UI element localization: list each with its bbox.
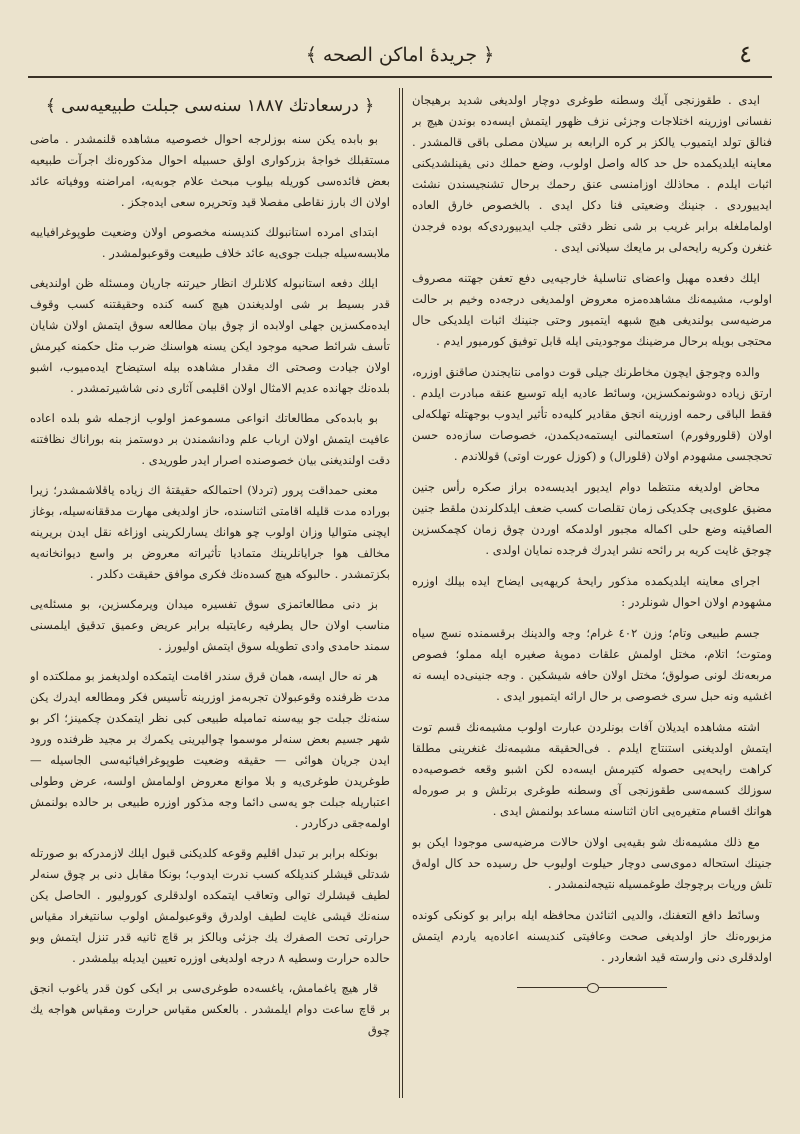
article-paragraph: اشته مشاهده ایدیلان آفات بونلردن عبارت اولوب مشیمه‌نك قسم توت ایتمش اولدیغنی استنتاج ایلدم . فی‌الحقیقه مشیمه‌نك غنغرینی مطلقا کراهت رایحه‌یی حصوله کتیرمش ایسه‌ده لکن اشبو وقعه خصوصیه‌ده سوزلك کسمه‌سی طقوزنجی آی وسطنه طوغری برتلش و بر صوره‌له هوانك اقسام متغیره‌یی اتان اثناسنه مساعد بولنمش ایدی . (412, 720, 772, 818)
article-paragraph: محاض اولدیغه منتظما دوام ایدیور ایدیسه‌ده براز صکره رأس جنین مضیق علوی‌یی چکدیکی زمان تقلصات کسب ضعف ایلدکلرندن ملقط جنین الصاقینه وضع حلی اکماله مجبور اولدمکه اوردن چوق زمان کچمکسزین چوجق غایت کریه بر رائحه نشر ایدرك فرجده نمایان اولدی . (412, 480, 772, 557)
article-paragraph: اجرای معاینه ایلدیکمده مذکور رایحۀ کریهه‌یی ایضاح ایده بیلك اوزره مشهودم اولان احوال شونلردر : (412, 574, 772, 609)
article-paragraph: مع ذلك مشیمه‌نك شو بقیه‌یی اولان حالات مرضیه‌سی موجودا ایکن بو جنینك استحاله دموی‌سی دوچار حیلوت اولیوب حل رسیده حد کال اوله‌ق تلش وریات برچوجك طوغمسیله نتیجه‌لنمشدر . (412, 835, 772, 891)
newspaper-title: ﴿ جريدۀ اماکن الصحه ﴾ (305, 44, 495, 66)
page-header (28, 40, 772, 78)
section-title: ﴿ درسعادتك ١٨٨٧ سنه‌سی جبلت طبیعیه‌سی ﴾ (45, 96, 375, 116)
article-paragraph: بو بابده یکن سنه بوزلرجه احوال خصوصیه مشاهده قلنمشدر . ماضی مستقبلك خواجۀ بزرکواری اولق حسبیله احوال مذکوره‌نك اجرآت طبیعیه بعض فائده‌سی کوریله بیلوب مبحث علام جوبه‌یه، امراضنه ووفیاته عائد اولان اك بارز نقاطی مفصلا قید وتحریره سعی ایده‌جکز . (30, 132, 390, 209)
article-paragraph: والده وچوجق ایچون مخاطرنك جیلی قوت دوامی نتایجندن صاقنق اوزره، ارتق زیاده دوشونمکسزین، وسائط عادیه ایله توسیع عنقه مبادرت ایلدم . فقط الباقی رحمه اوزرینه انجق مقادیر کلیه‌ده تأثیر ایدوب بوجهتله تهلکه‌لی اولان (قلوروفورم) استعمالنی ایستمه‌دیکمدن، خصوصات سازه‌ده حسن تحججسی مشهودم اولان (قلورال) و (کوزل عورت اوتی) قوللاندم . (412, 365, 772, 463)
page-number: ٤ (739, 40, 752, 68)
left-column (30, 90, 390, 1100)
column-divider (399, 88, 400, 1098)
article-paragraph: وسائط دافع التعفنك، والدیی اثنائدن محافظه ایله برابر بو کونکی کونده مزبوره‌نك حاز اولدیغی صحت وعافیتی کندیسنه اعاده‌یه یاردم ایتمش اولدقلری دنی وارسته قید اشعاردر . (412, 908, 772, 964)
article-paragraph: ایلك دفعده مهبل واعضای تناسلیۀ خارجیه‌یی دفع تعفن جهتنه مصروف اولوب، مشیمه‌نك مشاهده‌مزه معروض اولمدیغی درجه‌ده وخیم بر حالت مرضیه‌سی بولندیغی هیچ شبهه ایتمیور وحتی جنینك اثبات ایلدیکی حال محتجی بویله برحال مرضینك موجودیتی ایله قابل توفیق کورمیور ایدم . (412, 271, 772, 348)
right-column (412, 90, 772, 1100)
article-paragraph: جسم طبیعی وتام؛ وزن ٤٠٢ غرام؛ وجه والدینك برقسمنده نسج سیاه ومتوت؛ اتلام، مختل اولمش علقات دمویۀ صغیره ایله مملو؛ فصوص مربعه‌نك لونی صولوق؛ مختل اولان حافه شیشکین . وجه جنینی‌ده ایسه نه اغشیه ونه حبل سری خصوصی بر حال ارائه ایتمیور ایدی . (412, 626, 772, 703)
article-paragraph: قار هیچ یاغمامش، یاغسه‌ده طوغری‌سی بر ایکی کون قدر یاغوب انجق بر قاچ ساعت دوام ایلمشدر . بالعکس مقیاس حرارت ومقیاس هواجه یك چوق (30, 981, 390, 1037)
column-divider (402, 88, 403, 1098)
article-paragraph: ایدی . طقوزنجی آیك وسطنه طوغری دوچار اولدیغی شدید برهیجان نفسانی اوزرینه اختلاجات وجزئی نزف ظهور ایتمش ایسه‌ده بوندن هیچ بر فنالق تولد ایتمیوب یالکز بر کره الرابعه بر سیلان مصلی باقی قالمشدر . معاینه ایلدیکمده حل حد کاله واصل اولوب، وضع حملك دنی یقینلشدیکنی اثبات ایلدم . محاذلك اوزامنسی عنق رحمك برحال تشنجیسندن نشئت ایدییوردی . جنینك وضعیتی فنا دکل ایدی . بالخصوص خارق العاده اولماملغله برابر غریب بر شی نظر دقتی جلب ایدییوردی‌که بوده فرجدن غنغرن وکریه رایحه‌لی بر مایعك سیلانی ایدی . (412, 93, 772, 254)
article-paragraph: ایلك دفعه استانبوله کلانلرك انظار حیرتنه جاریان ومسئله ظن اولندیغی قدر بسیط بر شی اولدیغندن هیچ کسه کنده وحقیقتنه کسب وقوف ایده‌مکسزین جهلی اولابده از چوق بیان مطالعه سوق ایتمش اولان شایان تأسف شرائط صحیه موجود ایکن یسنه هواسنك ضرب مثل حکمنه کیرمش اولان جیادت وصحتی اك مقدار مشاهده بیله استیضاح ایده‌میوب، اشبو بلده‌نك جهانده عدیم الامثال اولان اقلیمی آثاری دنی شاشیرتمشدر . (30, 276, 390, 395)
article-paragraph: بز دنی مطالعاتمزی سوق تفسیره میدان ویرمکسزین، بو مسئله‌یی مناسب اولان حال یطرفیه رعایتیله برابر عریض وعمیق تدقیق ایلمسنی سمند حامدی وادی تطویله سوق ایتمش اولیورز . (30, 597, 390, 653)
article-paragraph: بو بابده‌کی مطالعاتك انواعی مسموعمز اولوب ازجمله شو بلده اعاده عافیت ایتمش اولان ارباب علم ودانشمندن بر دوستمز بنه بوراناك نظافتنه دقت اولندیغنی بیان خصوصنده اصرار ایدر طوریدی . (30, 411, 390, 467)
article-paragraph: ابتدای امرده استانبولك کندیسنه مخصوص اولان وضعیت طوپوغرافیاییه ملابسه‌سیله جبلت جوی‌یه عائد خلاف طبیعت وقوعبولمشدر . (30, 225, 390, 260)
article-paragraph: بونکله برابر بر تبدل اقلیم وقوعه کلدیکنی قبول ایلك لازمدرکه بو صورتله شدتلی قیشلر کندیلکه کسب ندرت ایدوب؛ بونکا مقابل دنی بر چوق سنه‌لر لطیف قیشلرك توالی وتعاقب ایتمکده اولدقلری کورولیور . الحاصل یکن سنه‌نك قیشی غایت لطیف اولدرق وقوعبولمش اولوب سانتیغراد مقیاس حرارتی تحت الصفرك یك جزئی وبالکز بر قاچ ثانیه قدر تنزل ایتمش وبو حالده حرارت وسطیه ٨ درجه اولدیغی اوزره تعیین ایدیله بیلمشدر . (30, 846, 390, 965)
article-end-ornament (517, 982, 667, 992)
article-paragraph: معنی حمداقت پرور (تردلا) احتمالکه حقیقتهٔ اك زیاده یاقلاشمشدر؛ زیرا بوراده مدت قلیله اقامتی اثناسنده، حاز اولدیغی مهارت مدققانه‌سیله، بوغاز ایچنی متوالیا وزان اولوب چو هوانك یسارلکرینی اوزاغه نقل ایدن بریرینه مخالف هوا جرایانلرینك متمادیا تأثیراته معروض بر واسع دیوانخانه‌یه بکزتمشدر . حالبوکه هیچ کسده‌نك فکری موافق حقیقت دکلدر . (30, 483, 390, 581)
article-paragraph: هر نه حال ایسه، همان قرق سندر اقامت ایتمکده اولدیغمز بو مملکتده او مدت ظرفنده وقوعبولان تجربه‌مز اوزرینه تأسیس فکر ومطالعه ایدرك یکن سنه‌نك جبلت جو بیه‌سنه تمامیله طبیعی کبی نظر ایتمکدن چکمینز؛ اکر بو شهر جسیم بعض سنه‌لر موسموا چوالیرینی یکمرك بر مجید ظرفنده ورود ایدن جریان هوائی — حقیقه وضعیت طوپوغرافیائیه‌سی الجاسیله — طوغریدن طوغری‌یه و بلا موانع معروض اولمامش اولسه، عرض وطولی اعتباریله جبلت جو یه‌سی دائما وجه مذکور اوزره طبیعی بر حالده بولنمش اولمه‌جقی درکاردر . (30, 669, 390, 830)
